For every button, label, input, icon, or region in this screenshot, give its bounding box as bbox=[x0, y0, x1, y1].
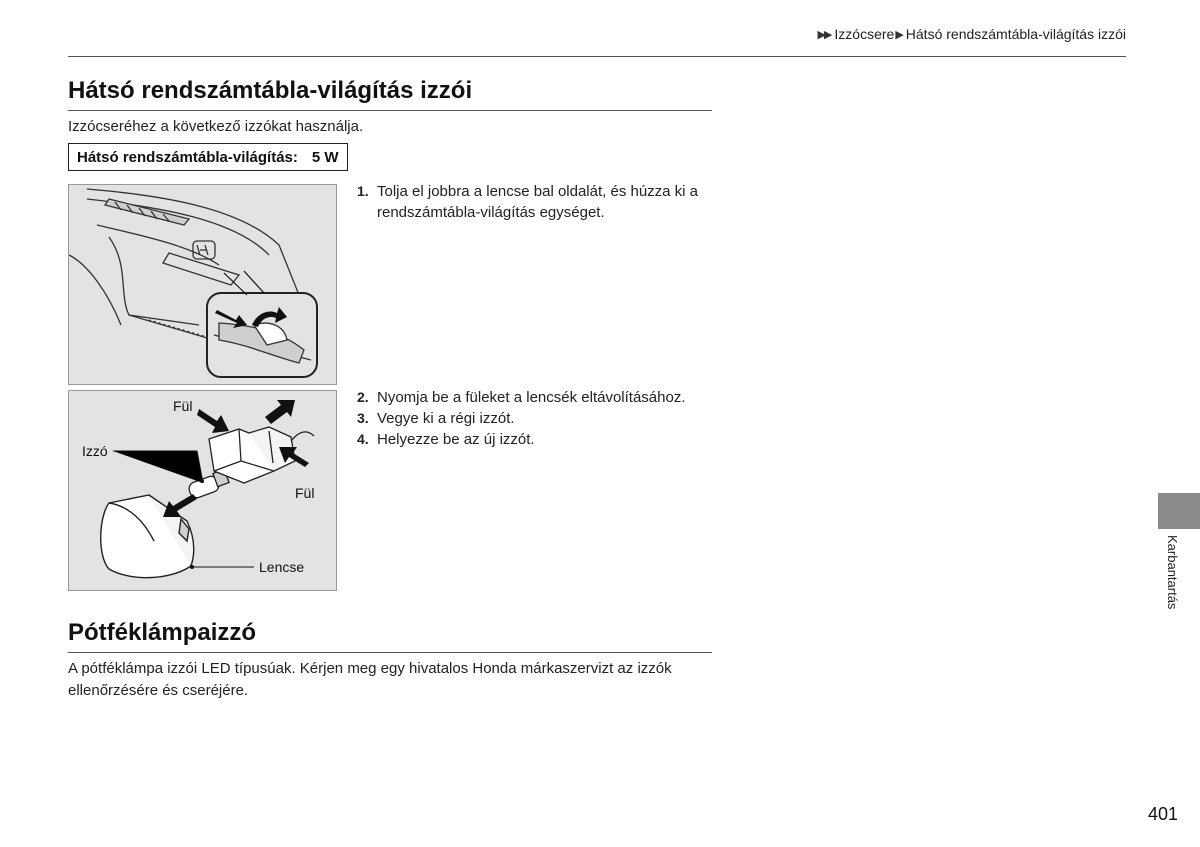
step-text: Tolja el jobbra a lencse bal oldalát, és húzza ki a rendszámtábla-világítás egységet. bbox=[377, 183, 699, 221]
steps-list-2 bbox=[357, 387, 717, 450]
step-number: 1. bbox=[357, 183, 369, 199]
label-tab-top: Fül bbox=[173, 398, 193, 414]
step-number: 2. bbox=[357, 389, 369, 405]
section-title-rule bbox=[68, 652, 712, 653]
figure-bulb-replacement bbox=[68, 390, 337, 591]
arrow-icon: ▶ bbox=[895, 28, 904, 41]
step-item bbox=[357, 387, 717, 408]
section-title-high-mount-brake-light: Pótféklámpaizzó bbox=[68, 619, 257, 646]
step-item bbox=[357, 408, 717, 429]
steps-list-1 bbox=[357, 181, 717, 223]
section-title: Hátsó rendszámtábla-világítás izzói bbox=[68, 77, 473, 104]
step-item bbox=[357, 181, 717, 223]
spec-value: 5 W bbox=[311, 148, 339, 166]
header-divider bbox=[68, 56, 1126, 57]
page-number: 401 bbox=[1147, 804, 1178, 824]
step-text: Vegye ki a régi izzót. bbox=[377, 410, 515, 427]
step-text: Nyomja be a füleket a lencsék eltávolításához. bbox=[377, 389, 686, 406]
chapter-tab-label: Karbantartás bbox=[1165, 535, 1180, 610]
step-text: Helyezze be az új izzót. bbox=[377, 431, 535, 448]
label-tab-right: Fül bbox=[295, 485, 315, 501]
double-arrow-icon: ▶▶ bbox=[817, 28, 831, 41]
step-item bbox=[357, 429, 717, 450]
bulb-spec-box bbox=[68, 143, 348, 171]
breadcrumb bbox=[817, 26, 1126, 42]
chapter-tab-marker[interactable] bbox=[1158, 493, 1200, 529]
figure-license-light-removal bbox=[68, 184, 337, 385]
section-title-rule bbox=[68, 110, 712, 111]
label-bulb: Izzó bbox=[82, 443, 108, 459]
breadcrumb-current: Hátsó rendszámtábla-világítás izzói bbox=[905, 26, 1126, 42]
spec-label: Hátsó rendszámtábla-világítás: bbox=[77, 148, 298, 166]
section-text: A pótféklámpa izzói LED típusúak. Kérjen meg egy hivatalos Honda márkaszervizt az izzók ellenőrzésére és cseréjére. bbox=[68, 660, 672, 699]
label-lens: Lencse bbox=[259, 559, 305, 575]
step-number: 4. bbox=[357, 431, 369, 447]
intro-text: Izzócseréhez a következő izzókat használja. bbox=[68, 118, 364, 135]
breadcrumb-parent[interactable]: Izzócsere bbox=[834, 26, 895, 42]
step-number: 3. bbox=[357, 410, 369, 426]
